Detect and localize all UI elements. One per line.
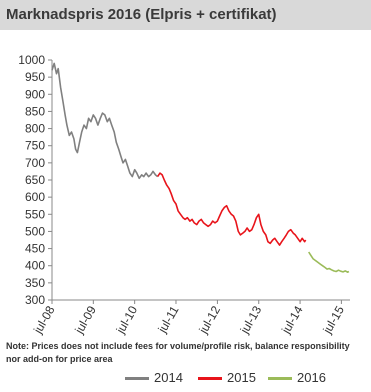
- y-tick-label: 600: [24, 190, 45, 205]
- legend-swatch: [198, 377, 222, 380]
- y-tick-label: 1000: [18, 53, 45, 67]
- legend-swatch: [268, 377, 292, 380]
- x-tick-label: jul-12: [196, 303, 224, 336]
- y-tick-label: 400: [24, 258, 45, 273]
- y-tick-label: 850: [24, 104, 45, 119]
- x-tick-label: jul-13: [237, 303, 265, 336]
- line-chart: [0, 30, 371, 340]
- chart-title: Marknadspris 2016 (Elpris + certifikat): [6, 6, 277, 23]
- chart-legend: [0, 368, 371, 388]
- x-tick-label: jul-09: [72, 303, 99, 336]
- x-tick-label: jul-15: [320, 303, 347, 336]
- x-tick-label: jul-14: [278, 303, 306, 336]
- chart-title-bar: [0, 0, 371, 30]
- y-tick-label: 750: [24, 138, 45, 153]
- y-tick-label: 700: [24, 155, 45, 170]
- y-tick-label: 350: [24, 275, 45, 290]
- y-tick-label: 950: [24, 70, 45, 85]
- x-tick-label: jul-10: [113, 303, 141, 336]
- legend-swatch: [125, 377, 149, 380]
- legend-label: 2014: [154, 370, 183, 385]
- y-tick-label: 300: [24, 293, 45, 307]
- series-line-2014: [52, 63, 158, 178]
- series-line-2016: [309, 252, 349, 272]
- y-tick-label: 500: [24, 224, 45, 239]
- legend-label: 2015: [227, 370, 256, 385]
- x-tick-label: jul-08: [30, 303, 58, 336]
- y-tick-label: 800: [24, 121, 45, 136]
- x-tick-label: jul-11: [155, 303, 182, 336]
- chart-note: Note: Prices does not include fees for volume/profile risk, balance responsibility nor add-on for price area: [6, 341, 350, 364]
- y-tick-label: 900: [24, 87, 45, 102]
- y-tick-label: 550: [24, 207, 45, 222]
- series-line-2015: [158, 173, 306, 245]
- y-tick-label: 450: [24, 241, 45, 256]
- y-tick-label: 650: [24, 173, 45, 187]
- legend-label: 2016: [297, 370, 326, 385]
